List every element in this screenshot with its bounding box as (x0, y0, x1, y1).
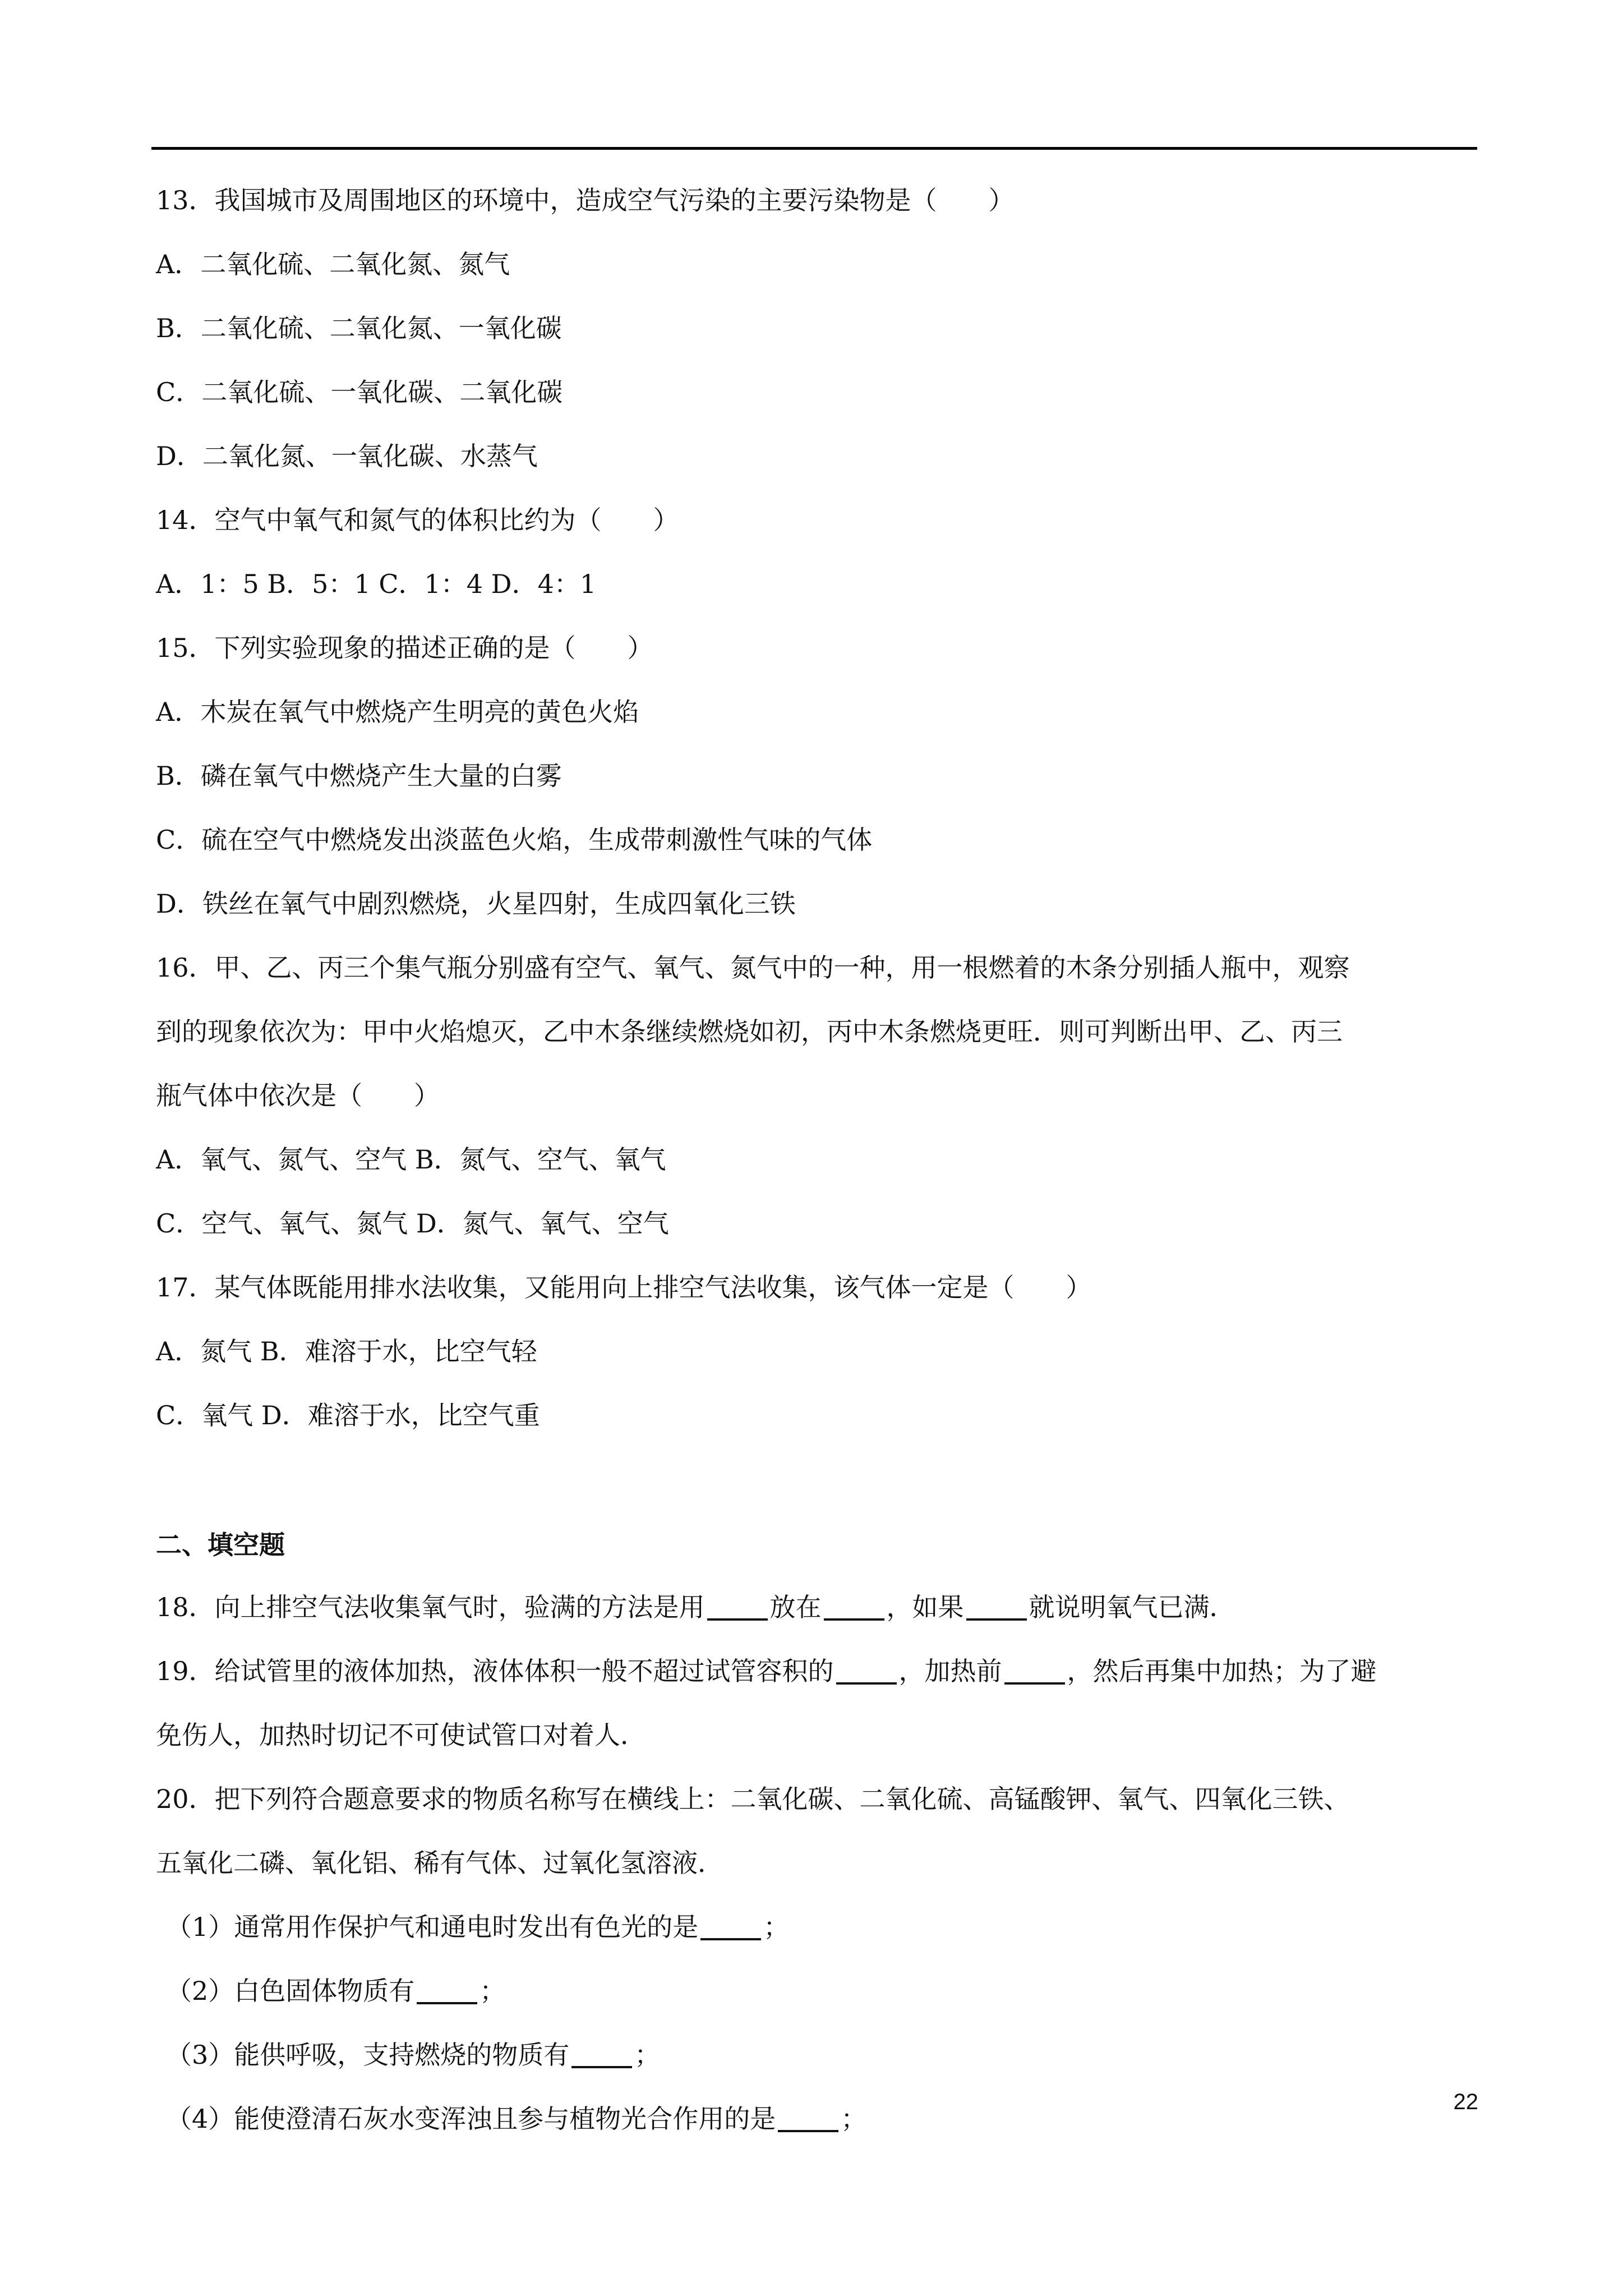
option: C．二氧化硫、一氧化碳、二氧化碳 (156, 377, 563, 407)
option: D．铁丝在氧气中剧烈燃烧，火星四射，生成四氧化三铁 (156, 889, 796, 919)
document-body (156, 168, 1477, 2151)
question-19 (156, 1639, 1477, 1703)
question-18-text: 18．向上排空气法收集氧气时，验满的方法是用 (156, 1592, 705, 1622)
sub-question-end: ； (763, 1912, 790, 1942)
answer-blank[interactable] (700, 1913, 761, 1940)
question-19-text: ，加热前 (898, 1656, 1002, 1686)
section-title: 二、填空题 (156, 1530, 285, 1560)
option: A．二氧化硫、二氧化氮、氮气 (156, 249, 510, 279)
page-number: 22 (1453, 2090, 1478, 2114)
answer-blank[interactable] (707, 1594, 768, 1621)
question-18-text: ，如果 (886, 1592, 964, 1622)
option: A．1：5 B．5：1 C．1：4 D．4：1 (156, 569, 597, 599)
question-19-line-2: 免伤人，加热时切记不可使试管口对着人． (156, 1720, 646, 1750)
question-16-line-1: 16．甲、乙、丙三个集气瓶分别盛有空气、氧气、氮气中的一种，用一根燃着的木条分别插人瓶中，观察 (156, 953, 1350, 983)
answer-blank[interactable] (966, 1594, 1027, 1621)
sub-question-text: （3）能供呼吸，支持燃烧的物质有 (166, 2040, 570, 2070)
sub-question-text: （2）白色固体物质有 (166, 1976, 415, 2006)
question-16-line-2: 到的现象依次为：甲中火焰熄灭，乙中木条继续燃烧如初，丙中木条燃烧更旺．则可判断出甲、乙、丙三 (156, 1016, 1343, 1047)
option: C．氧气 D．难溶于水，比空气重 (156, 1400, 540, 1430)
question-19-text: 19．给试管里的液体加热，液体体积一般不超过试管容积的 (156, 1656, 834, 1686)
question-20-line-2: 五氧化二磷、氧化铝、稀有气体、过氧化氢溶液． (156, 1848, 723, 1878)
question-18-text: 放在 (769, 1592, 822, 1622)
option: C．硫在空气中燃烧发出淡蓝色火焰，生成带刺激性气味的气体 (156, 825, 873, 855)
sub-question-text: （4）能使澄清石灰水变浑浊且参与植物光合作用的是 (166, 2104, 776, 2134)
header-rule (151, 147, 1477, 150)
sub-question-end: ； (841, 2104, 867, 2134)
option: D．二氧化氮、一氧化碳、水蒸气 (156, 441, 538, 471)
question-15: 15．下列实验现象的描述正确的是（ ） (156, 633, 653, 663)
sub-question-4 (156, 2087, 1477, 2151)
answer-blank[interactable] (571, 2041, 632, 2068)
option: A．氮气 B．难溶于水，比空气轻 (156, 1336, 537, 1366)
question-18-text: 就说明氧气已满． (1029, 1592, 1235, 1622)
option: A．氧气、氮气、空气 B．氮气、空气、氧气 (156, 1144, 666, 1175)
question-16-line-3: 瓶气体中依次是（ ） (156, 1080, 440, 1111)
option: B．磷在氧气中燃烧产生大量的白雾 (156, 761, 562, 791)
answer-blank[interactable] (417, 1977, 477, 2004)
question-17: 17．某气体既能用排水法收集，又能用向上排空气法收集，该气体一定是（ ） (156, 1272, 1092, 1303)
sub-question-end: ； (479, 1976, 506, 2006)
sub-question-3 (156, 2023, 1477, 2087)
answer-blank[interactable] (824, 1594, 884, 1621)
question-20-line-1: 20．把下列符合题意要求的物质名称写在横线上：二氧化碳、二氧化硫、高锰酸钾、氧气、四氧化三铁、 (156, 1784, 1350, 1814)
option: A．木炭在氧气中燃烧产生明亮的黄色火焰 (156, 697, 639, 727)
answer-blank[interactable] (836, 1658, 897, 1685)
question-19-text: ，然后再集中加热；为了避 (1067, 1656, 1377, 1686)
answer-blank[interactable] (778, 2105, 838, 2132)
sub-question-end: ； (634, 2040, 661, 2070)
option: B．二氧化硫、二氧化氮、一氧化碳 (156, 313, 562, 343)
option: C．空气、氧气、氮气 D．氮气、氧气、空气 (156, 1208, 669, 1239)
question-18 (156, 1575, 1477, 1639)
question-13: 13．我国城市及周围地区的环境中，造成空气污染的主要污染物是（ ） (156, 185, 1015, 215)
answer-blank[interactable] (1004, 1658, 1065, 1685)
sub-question-2 (156, 1959, 1477, 2023)
sub-question-text: （1）通常用作保护气和通电时发出有色光的是 (166, 1912, 699, 1942)
question-14: 14．空气中氧气和氮气的体积比约为（ ） (156, 505, 679, 535)
sub-question-1 (156, 1895, 1477, 1959)
